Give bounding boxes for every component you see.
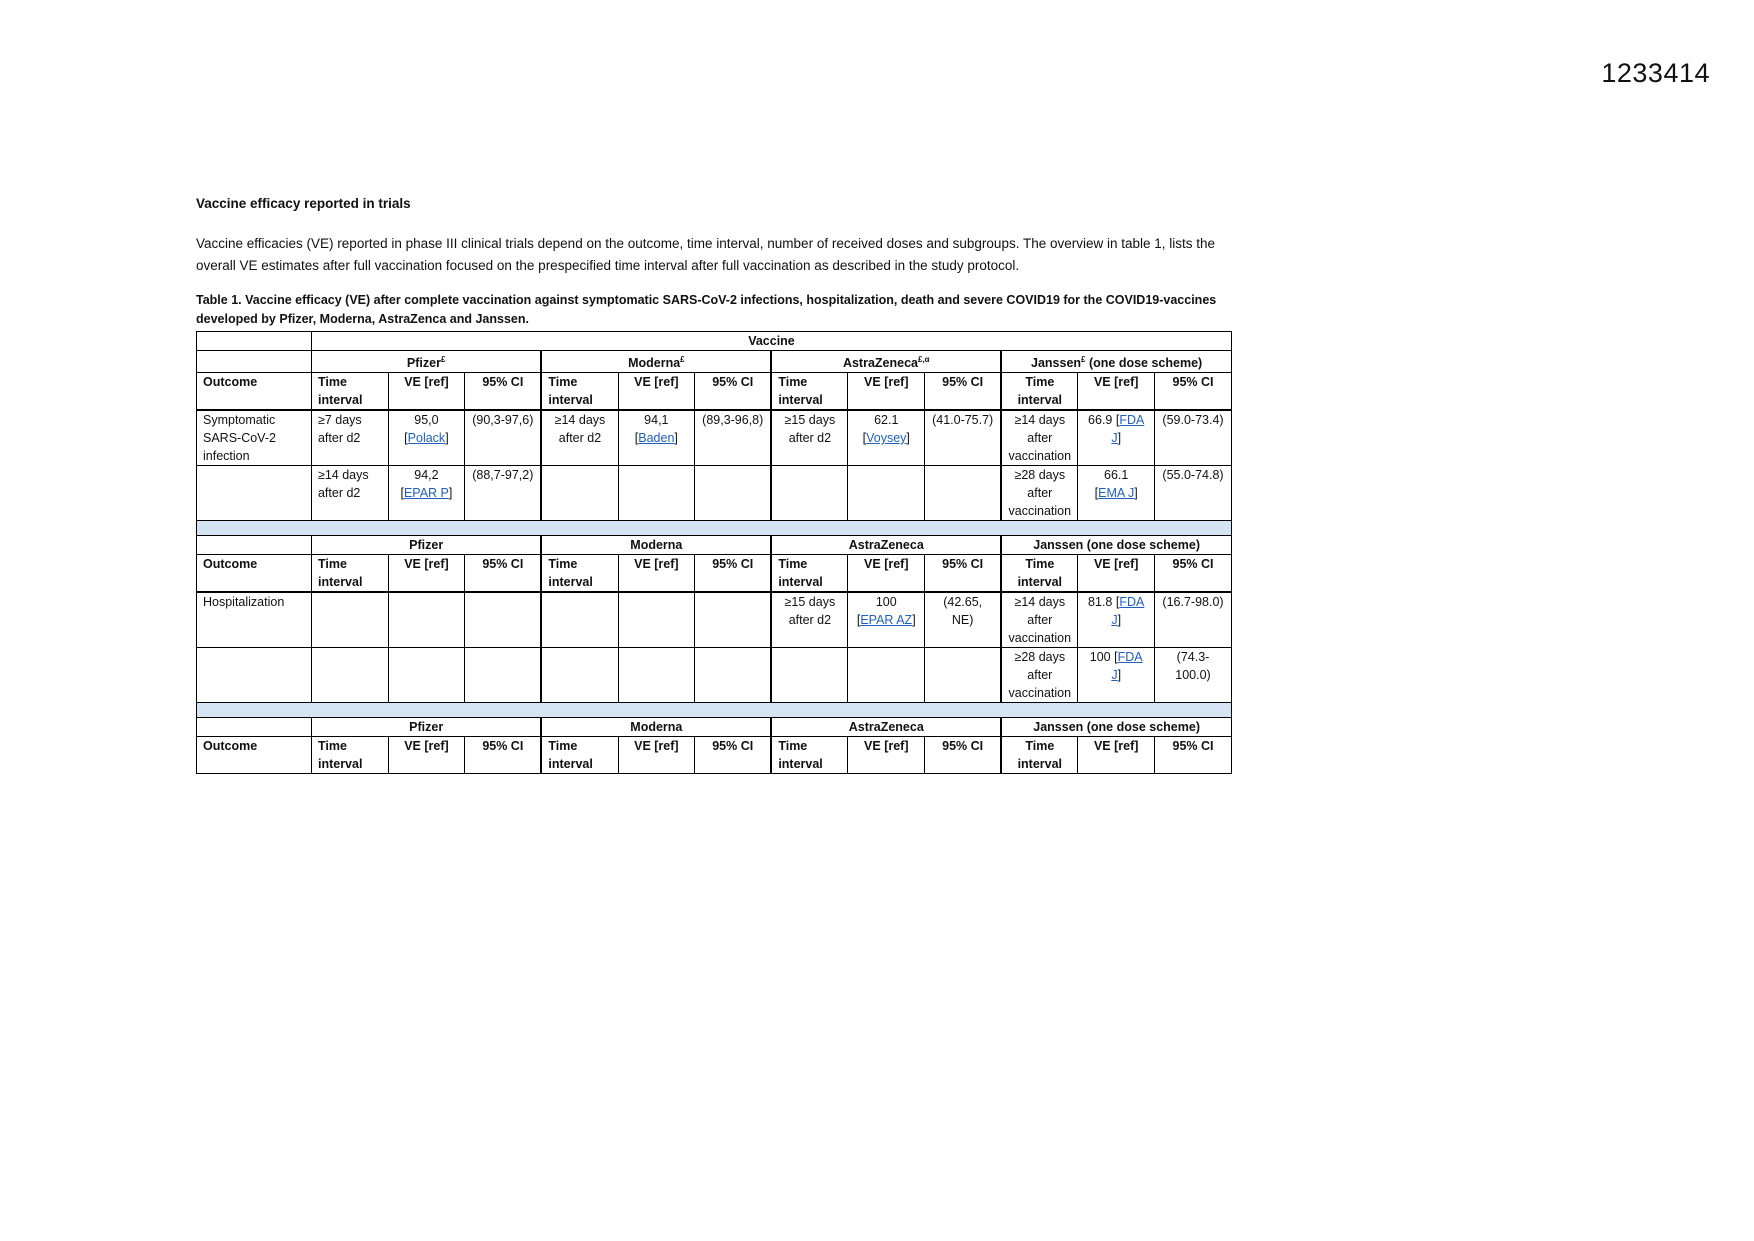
pfizer-ve-header: VE [ref] (388, 737, 465, 774)
section-heading: Vaccine efficacy reported in trials (196, 196, 411, 211)
az-time-cell (771, 466, 848, 521)
moderna-time-cell (541, 648, 618, 703)
az-ci-cell: (41.0-75.7) (925, 410, 1002, 466)
janssen-ve-cell: 66.1 [EMA J] (1078, 466, 1155, 521)
outcome-header: Outcome (197, 737, 312, 774)
janssen-time-cell: ≥28 days after vaccination (1001, 466, 1078, 521)
column-header-row (197, 373, 1232, 411)
moderna-ci-cell (695, 592, 772, 648)
az-time-header: Time interval (771, 737, 848, 774)
document-body (196, 196, 1232, 774)
moderna-header: Moderna (541, 536, 771, 555)
moderna-ve-cell (618, 466, 695, 521)
outcome-cell (197, 466, 312, 521)
moderna-time-cell (541, 466, 618, 521)
pfizer-time-cell (311, 648, 388, 703)
column-header-row (197, 555, 1232, 593)
moderna-time-cell: ≥14 days after d2 (541, 410, 618, 466)
janssen-time-cell: ≥14 days after vaccination (1001, 410, 1078, 466)
vaccine-names-row (197, 718, 1232, 737)
az-ve-header: VE [ref] (848, 373, 925, 411)
pfizer-ci-header: 95% CI (465, 737, 542, 774)
table-row (197, 648, 1232, 703)
vaccine-names-row (197, 536, 1232, 555)
table-row (197, 466, 1232, 521)
janssen-time-cell: ≥28 days after vaccination (1001, 648, 1078, 703)
astrazeneca-header: AstraZeneca (771, 536, 1001, 555)
pfizer-ve-cell: 95,0 [Polack] (388, 410, 465, 466)
pfizer-ci-cell (465, 592, 542, 648)
pfizer-header: Pfizer£ (311, 351, 541, 373)
janssen-time-header: Time interval (1001, 555, 1078, 593)
outcome-cell (197, 648, 312, 703)
az-ci-cell: (42.65, NE) (925, 592, 1002, 648)
ref-link[interactable]: EPAR P (403, 486, 449, 501)
outcome-cell: Hospitalization (197, 592, 312, 648)
ref-link[interactable]: Polack (407, 431, 446, 446)
empty-cell (197, 718, 312, 737)
az-time-cell: ≥15 days after d2 (771, 410, 848, 466)
janssen-ci-cell: (74.3-100.0) (1155, 648, 1232, 703)
pfizer-ve-header: VE [ref] (388, 555, 465, 593)
janssen-ve-cell: 66.9 [FDA J] (1078, 410, 1155, 466)
pfizer-time-cell: ≥14 days after d2 (311, 466, 388, 521)
ref-link[interactable]: EPAR AZ (860, 613, 913, 628)
az-ci-cell (925, 648, 1002, 703)
moderna-ve-cell: 94,1 [Baden] (618, 410, 695, 466)
ref-link[interactable]: FDA J (1111, 595, 1145, 628)
az-ci-header: 95% CI (925, 373, 1002, 411)
table-caption: Table 1. Vaccine efficacy (VE) after complete vaccination against symptomatic SARS-CoV-2 infections, hospitalization, death and severe COVID19 for the COVID19-vaccines developed by Pfizer, Moderna, AstraZenca and Janssen. (196, 293, 1217, 326)
az-ve-header: VE [ref] (848, 555, 925, 593)
moderna-ci-cell (695, 648, 772, 703)
table-row (197, 592, 1232, 648)
ref-link[interactable]: FDA J (1111, 650, 1143, 683)
janssen-header: Janssen (one dose scheme) (1001, 536, 1231, 555)
moderna-ve-cell (618, 592, 695, 648)
pfizer-time-cell (311, 592, 388, 648)
moderna-time-cell (541, 592, 618, 648)
separator-cell (197, 703, 1232, 718)
moderna-time-header: Time interval (541, 555, 618, 593)
az-ci-cell (925, 466, 1002, 521)
moderna-header: Moderna£ (541, 351, 771, 373)
pfizer-time-header: Time interval (311, 555, 388, 593)
janssen-time-header: Time interval (1001, 373, 1078, 411)
janssen-header: Janssen£ (one dose scheme) (1001, 351, 1231, 373)
vaccine-header-row (197, 332, 1232, 351)
pfizer-ci-cell: (90,3-97,6) (465, 410, 542, 466)
pfizer-ci-header: 95% CI (465, 373, 542, 411)
az-ve-header: VE [ref] (848, 737, 925, 774)
az-time-header: Time interval (771, 373, 848, 411)
moderna-ve-header: VE [ref] (618, 373, 695, 411)
empty-cell (197, 332, 312, 351)
pfizer-ve-cell: 94,2 [EPAR P] (388, 466, 465, 521)
az-ve-cell (848, 466, 925, 521)
astrazeneca-header: AstraZeneca (771, 718, 1001, 737)
janssen-ve-cell: 81.8 [FDA J] (1078, 592, 1155, 648)
vaccine-efficacy-table (196, 331, 1232, 774)
janssen-ve-header: VE [ref] (1078, 737, 1155, 774)
moderna-ci-cell (695, 466, 772, 521)
moderna-ci-header: 95% CI (695, 555, 772, 593)
janssen-ci-header: 95% CI (1155, 373, 1232, 411)
ref-link[interactable]: FDA J (1111, 413, 1145, 446)
empty-cell (197, 536, 312, 555)
pfizer-ci-cell (465, 648, 542, 703)
document-id: 1233414 (1601, 58, 1710, 88)
az-ci-header: 95% CI (925, 737, 1002, 774)
az-ve-cell: 62.1 [Voysey] (848, 410, 925, 466)
janssen-ci-header: 95% CI (1155, 555, 1232, 593)
janssen-ve-header: VE [ref] (1078, 555, 1155, 593)
section-separator (197, 521, 1232, 536)
pfizer-ci-cell: (88,7-97,2) (465, 466, 542, 521)
moderna-ve-header: VE [ref] (618, 555, 695, 593)
janssen-time-cell: ≥14 days after vaccination (1001, 592, 1078, 648)
az-time-cell: ≥15 days after d2 (771, 592, 848, 648)
janssen-ci-header: 95% CI (1155, 737, 1232, 774)
az-ve-cell: 100 [EPAR AZ] (848, 592, 925, 648)
janssen-ci-cell: (16.7-98.0) (1155, 592, 1232, 648)
az-ve-cell (848, 648, 925, 703)
section-separator (197, 703, 1232, 718)
az-time-cell (771, 648, 848, 703)
pfizer-ci-header: 95% CI (465, 555, 542, 593)
ref-link[interactable]: Baden (638, 431, 675, 446)
astrazeneca-header: AstraZeneca$^{£,\alpha}$ (771, 351, 1001, 373)
pfizer-time-cell: ≥7 days after d2 (311, 410, 388, 466)
moderna-header: Moderna (541, 718, 771, 737)
outcome-header: Outcome (197, 373, 312, 411)
janssen-ve-cell: 100 [FDA J] (1078, 648, 1155, 703)
az-ci-header: 95% CI (925, 555, 1002, 593)
moderna-ve-cell (618, 648, 695, 703)
table-row (197, 410, 1232, 466)
janssen-ve-header: VE [ref] (1078, 373, 1155, 411)
pfizer-header: Pfizer (311, 536, 541, 555)
vaccine-names-row (197, 351, 1232, 373)
separator-cell (197, 521, 1232, 536)
ref-link[interactable]: EMA J (1098, 486, 1135, 501)
moderna-ci-cell: (89,3-96,8) (695, 410, 772, 466)
janssen-header: Janssen (one dose scheme) (1001, 718, 1231, 737)
intro-paragraph: Vaccine efficacies (VE) reported in phase III clinical trials depend on the outcome, time interval, number of received doses and subgroups. The overview in table 1, lists the overall VE estimates after full vaccination focused on the prespecified time interval after full vaccination as described in the study protocol. (196, 236, 1216, 273)
janssen-time-header: Time interval (1001, 737, 1078, 774)
outcome-cell: Symptomatic SARS-CoV-2 infection (197, 410, 312, 466)
pfizer-ve-cell (388, 592, 465, 648)
moderna-ve-header: VE [ref] (618, 737, 695, 774)
column-header-row (197, 737, 1232, 774)
moderna-time-header: Time interval (541, 373, 618, 411)
moderna-time-header: Time interval (541, 737, 618, 774)
outcome-header: Outcome (197, 555, 312, 593)
pfizer-header: Pfizer (311, 718, 541, 737)
az-time-header: Time interval (771, 555, 848, 593)
pfizer-time-header: Time interval (311, 373, 388, 411)
moderna-ci-header: 95% CI (695, 737, 772, 774)
vaccine-header: Vaccine (311, 332, 1231, 351)
pfizer-time-header: Time interval (311, 737, 388, 774)
janssen-ci-cell: (55.0-74.8) (1155, 466, 1232, 521)
empty-cell (197, 351, 312, 373)
pfizer-ve-header: VE [ref] (388, 373, 465, 411)
moderna-ci-header: 95% CI (695, 373, 772, 411)
ref-link[interactable]: Voysey (866, 431, 907, 446)
pfizer-ve-cell (388, 648, 465, 703)
janssen-ci-cell: (59.0-73.4) (1155, 410, 1232, 466)
